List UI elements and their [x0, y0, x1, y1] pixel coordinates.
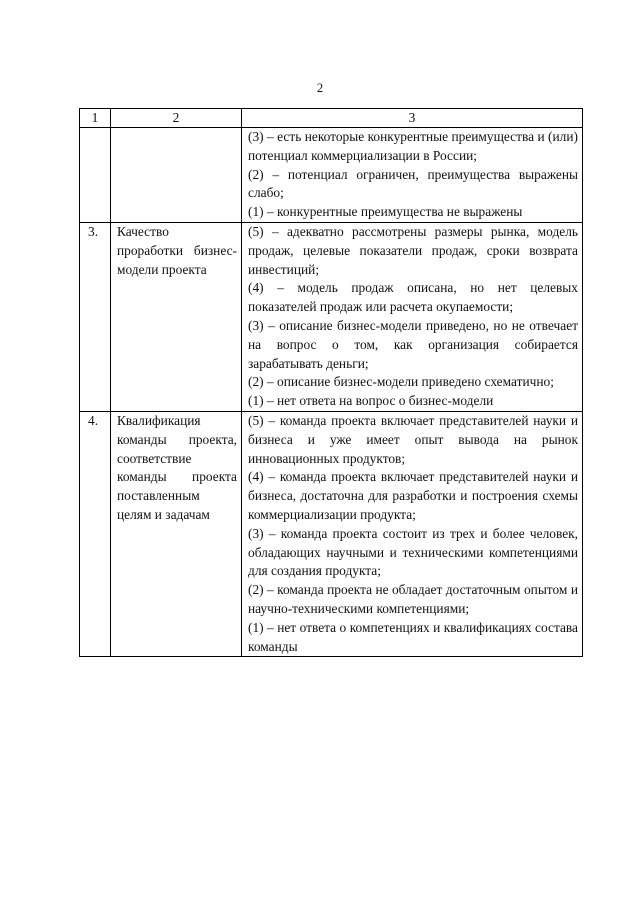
- criterion-name: Квалификация команды проекта, соответствие команды проекта поставленным целям и задачам: [111, 411, 242, 656]
- criteria-table: [79, 108, 583, 657]
- criterion-name: [111, 128, 242, 223]
- scale-item: (2) – команда проекта не обладает достаточным опытом и научно-техническими компетенциями;: [248, 582, 578, 616]
- scale-item: (2) – потенциал ограничен, преимущества выражены слабо;: [248, 166, 578, 201]
- scale-item: (4) – модель продаж описана, но нет целевых показателей продаж или расчета окупаемости;: [248, 280, 578, 315]
- scale-item: (4) – команда проекта включает представителей науки и бизнеса, достаточна для разработки и построения схемы коммерциализации продукта;: [248, 469, 578, 522]
- row-number: 3.: [80, 222, 111, 411]
- scale-item: (3) – есть некоторые конкурентные преимущества и (или) потенциал коммерциализации в России;: [248, 129, 578, 163]
- column-header-3: 3: [242, 109, 583, 128]
- criterion-scale: [242, 411, 583, 656]
- scale-item: (3) – описание бизнес-модели приведено, но не отвечает на вопрос о том, как организация собирается зарабатывать деньги;: [248, 317, 578, 371]
- column-header-1: 1: [80, 109, 111, 128]
- scale-item: (5) – команда проекта включает представителей науки и бизнеса и уже имеет опыт вывода на рынок инновационных продуктов;: [248, 412, 578, 466]
- criterion-scale: [242, 222, 583, 411]
- scale-item: (1) – нет ответа на вопрос о бизнес-модели: [248, 393, 494, 409]
- column-header-2: 2: [111, 109, 242, 128]
- criterion-name: Качество проработки бизнес-модели проекта: [111, 222, 242, 411]
- table-row: [80, 128, 583, 223]
- scale-item: (1) – нет ответа о компетенциях и квалификациях состава команды: [248, 619, 578, 654]
- scale-item: (5) – адекватно рассмотрены размеры рынка, модель продаж, целевые показатели продаж, сроки возврата инвестиций;: [248, 223, 578, 277]
- scale-item: (3) – команда проекта состоит из трех и более человек, обладающих научными и техническими компетенциями для создания продукта;: [248, 525, 578, 579]
- table-row: [80, 222, 583, 411]
- row-number: 4.: [80, 411, 111, 656]
- row-number: [80, 128, 111, 223]
- criterion-scale: [242, 128, 583, 223]
- table-row: [80, 411, 583, 656]
- scale-item: (2) – описание бизнес-модели приведено схематично;: [248, 374, 554, 390]
- scale-item: (1) – конкурентные преимущества не выражены: [248, 204, 523, 220]
- table-header-row: [80, 109, 583, 128]
- page-number: 2: [316, 81, 324, 95]
